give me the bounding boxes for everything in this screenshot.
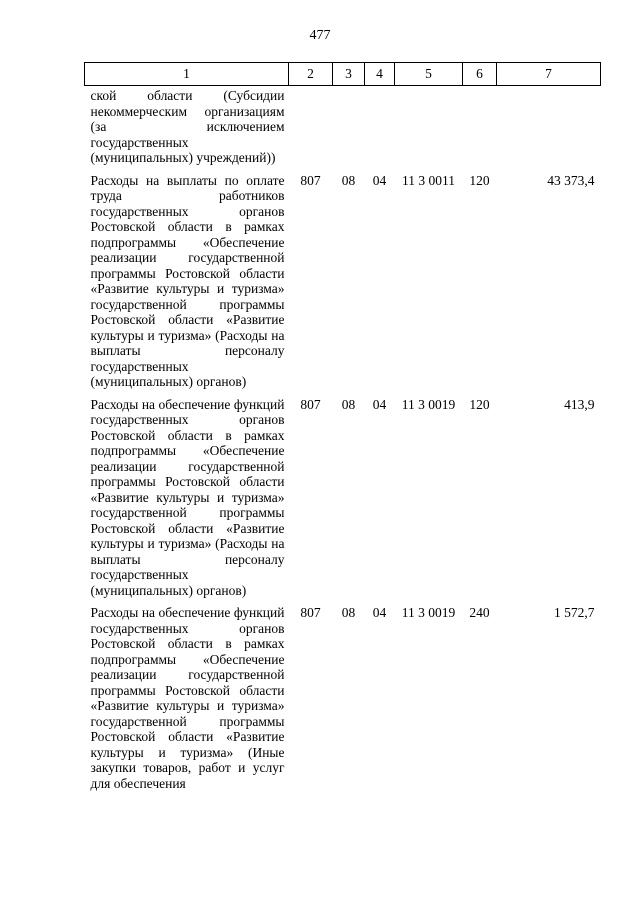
header-row: [85, 63, 601, 86]
row-amount: 413,9: [564, 396, 595, 412]
row-description: Расходы на обеспечение функций государственных органов Ростовской области в рамках подпрограммы «Обеспечение реализации государственной программы Ростовской области «Развитие культуры и туризма» государственной программы Ростовской области «Развитие культуры и туризма» (Расходы на выплаты персоналу государственных (муниципальных) органов): [90, 396, 285, 598]
table-row: [85, 603, 601, 796]
row-target: 11 3 0019: [401, 396, 456, 412]
header-col-7: 7: [497, 63, 601, 86]
header-col-4: 4: [365, 63, 395, 86]
row-ministry: 807: [300, 605, 321, 620]
header-col-6: 6: [463, 63, 497, 86]
row-amount: [497, 86, 601, 171]
page-number: 477: [309, 28, 331, 43]
row-expense-type: [463, 86, 497, 171]
header-col-1: 1: [85, 63, 289, 86]
row-ministry: 807: [300, 172, 321, 188]
table-row: [85, 171, 601, 395]
row-section: [333, 86, 365, 171]
row-ministry: [289, 86, 333, 171]
row-subsection: 04: [372, 172, 387, 188]
row-expense-type: 120: [469, 396, 490, 412]
row-subsection: 04: [372, 605, 387, 620]
header-col-3: 3: [333, 63, 365, 86]
budget-table: [84, 62, 601, 796]
row-target: 11 3 0011: [402, 172, 455, 188]
row-expense-type: 120: [469, 172, 490, 188]
row-section: 08: [341, 396, 356, 412]
row-expense-type: 240: [469, 605, 490, 620]
row-subsection: [365, 86, 395, 171]
header-col-5: 5: [395, 63, 463, 86]
table-row: [85, 86, 601, 171]
row-ministry: 807: [300, 396, 321, 412]
row-target: [395, 86, 463, 171]
table-header: [85, 63, 601, 86]
row-section: 08: [341, 172, 356, 188]
row-target: 11 3 0019: [401, 605, 456, 620]
table-row: [85, 395, 601, 604]
row-description: Расходы на обеспечение функций государственных органов Ростовской области в рамках подпрограммы «Обеспечение реализации государственной программы Ростовской области «Развитие культуры и туризма» государственной программы Ростовской области «Развитие культуры и туризма» (Иные закупки товаров, работ и услуг для обеспечения: [90, 605, 285, 791]
row-description: Расходы на выплаты по оплате труда работников государственных органов Ростовской области в рамках подпрограммы «Обеспечение реализации государственной программы Ростовской области «Развитие культуры и туризма» государственной программы Ростовской области «Развитие культуры и туризма» (Расходы на выплаты персоналу государственных (муниципальных) органов): [90, 172, 285, 389]
row-amount: 1 572,7: [554, 605, 595, 620]
row-section: 08: [341, 605, 356, 620]
table-body: [85, 86, 601, 797]
row-amount: 43 373,4: [547, 172, 595, 188]
row-subsection: 04: [372, 396, 387, 412]
header-col-2: 2: [289, 63, 333, 86]
row-description: ской области (Субсидии некоммерческим организациям (за исключением государственных (муниципальных) учреждений)): [90, 88, 285, 165]
